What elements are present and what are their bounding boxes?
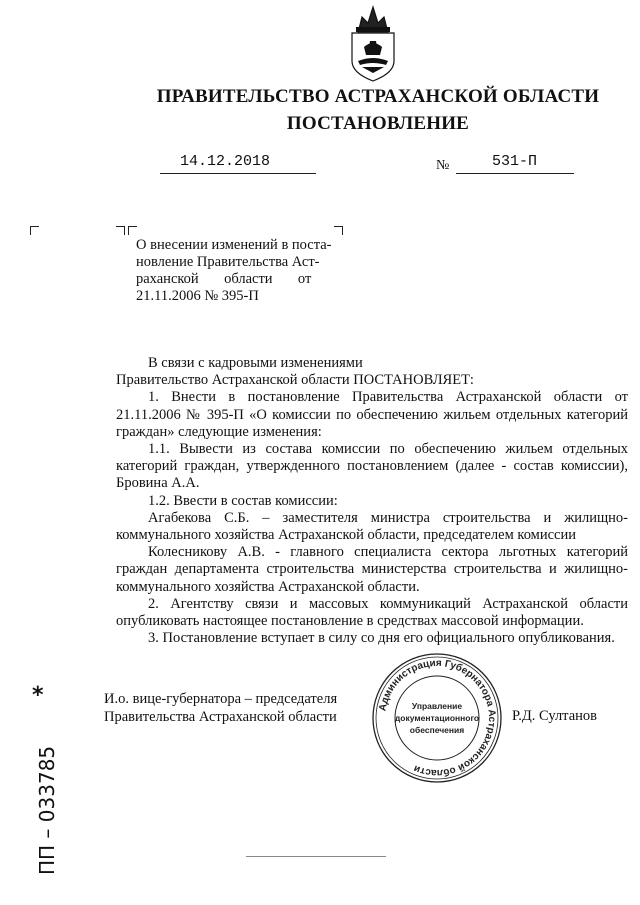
- subject-corner-mark: [334, 226, 343, 235]
- preamble-line: В связи с кадровыми изменениями: [148, 355, 363, 371]
- subject-line: раханской области от: [136, 271, 312, 287]
- subject-line: О внесении изменений в поста-: [136, 237, 332, 253]
- document-body: [116, 355, 628, 647]
- document-number: 531-П: [492, 153, 538, 170]
- appointee-1: Агабекова С.Б. – заместителя министра строительства и жилищно-коммунального хозяйства Астраханской области, председателем комиссии: [116, 509, 628, 544]
- date-underline: [160, 172, 316, 174]
- appointee-2: Колесникову А.В. - главного специалиста сектора льготных категорий граждан департамента строительства министерства строительства и жилищно-коммунального хозяйства Астраханской области.: [116, 544, 628, 595]
- clause-1-2: 1.2. Ввести в состав комиссии:: [148, 492, 338, 509]
- seal-center-line: документационного: [394, 713, 480, 723]
- clause-1-1: 1.1. Вывести из состава комиссии по обеспечению жильем отдельных категорий граждан, утвержденного постановлением (далее - состав комиссии), Бровина А.А.: [116, 441, 628, 492]
- subject-corner-mark: [116, 226, 125, 235]
- clause-2: 2. Агентству связи и массовых коммуникаций Астраханской области опубликовать настоящее постановление в средствах массовой информации.: [116, 595, 628, 630]
- signatory-title-line: И.о. вице-губернатора – председателя: [104, 691, 338, 707]
- subject-corner-mark: [128, 226, 137, 235]
- subject-line: 21.11.2006 № 395-П: [136, 288, 259, 304]
- document-subject: [136, 237, 340, 305]
- document-date: 14.12.2018: [180, 153, 271, 170]
- number-underline: [456, 172, 574, 174]
- signatory-name: Р.Д. Султанов: [512, 708, 597, 724]
- coat-of-arms-emblem: [344, 3, 402, 83]
- signatory-title-line: Правительства Астраханской области: [104, 709, 337, 725]
- government-title: ПРАВИТЕЛЬСТВО АСТРАХАНСКОЙ ОБЛАСТИ: [156, 86, 600, 107]
- number-sign: №: [436, 158, 450, 173]
- subject-line: новление Правительства Аст-: [136, 254, 320, 270]
- document-type-title: ПОСТАНОВЛЕНИЕ: [286, 113, 470, 134]
- registration-number-stamp: [24, 690, 64, 880]
- clause-1: 1. Внести в постановление Правительства Астраханской области от 21.11.2006 № 395-П «О комиссии по обеспечению жильем отдельных категорий граждан» следующие изменения:: [116, 389, 628, 440]
- seal-ring-text: Администрация Губернатора Астраханской области: [377, 657, 498, 779]
- footer-rule: [246, 856, 386, 858]
- margin-corner-mark: [30, 226, 39, 235]
- seal-center-line: обеспечения: [409, 725, 465, 735]
- side-asterisk-mark: *: [32, 683, 44, 708]
- clause-3: 3. Постановление вступает в силу со дня его официального опубликования.: [148, 630, 615, 647]
- registration-number-text: ПП – 033785: [35, 745, 59, 875]
- preamble-decree: Правительство Астраханской области ПОСТАНОВЛЯЕТ:: [116, 372, 474, 389]
- signatory-title: [104, 690, 337, 726]
- seal-center-line: Управление: [411, 701, 463, 711]
- official-seal: [370, 651, 504, 785]
